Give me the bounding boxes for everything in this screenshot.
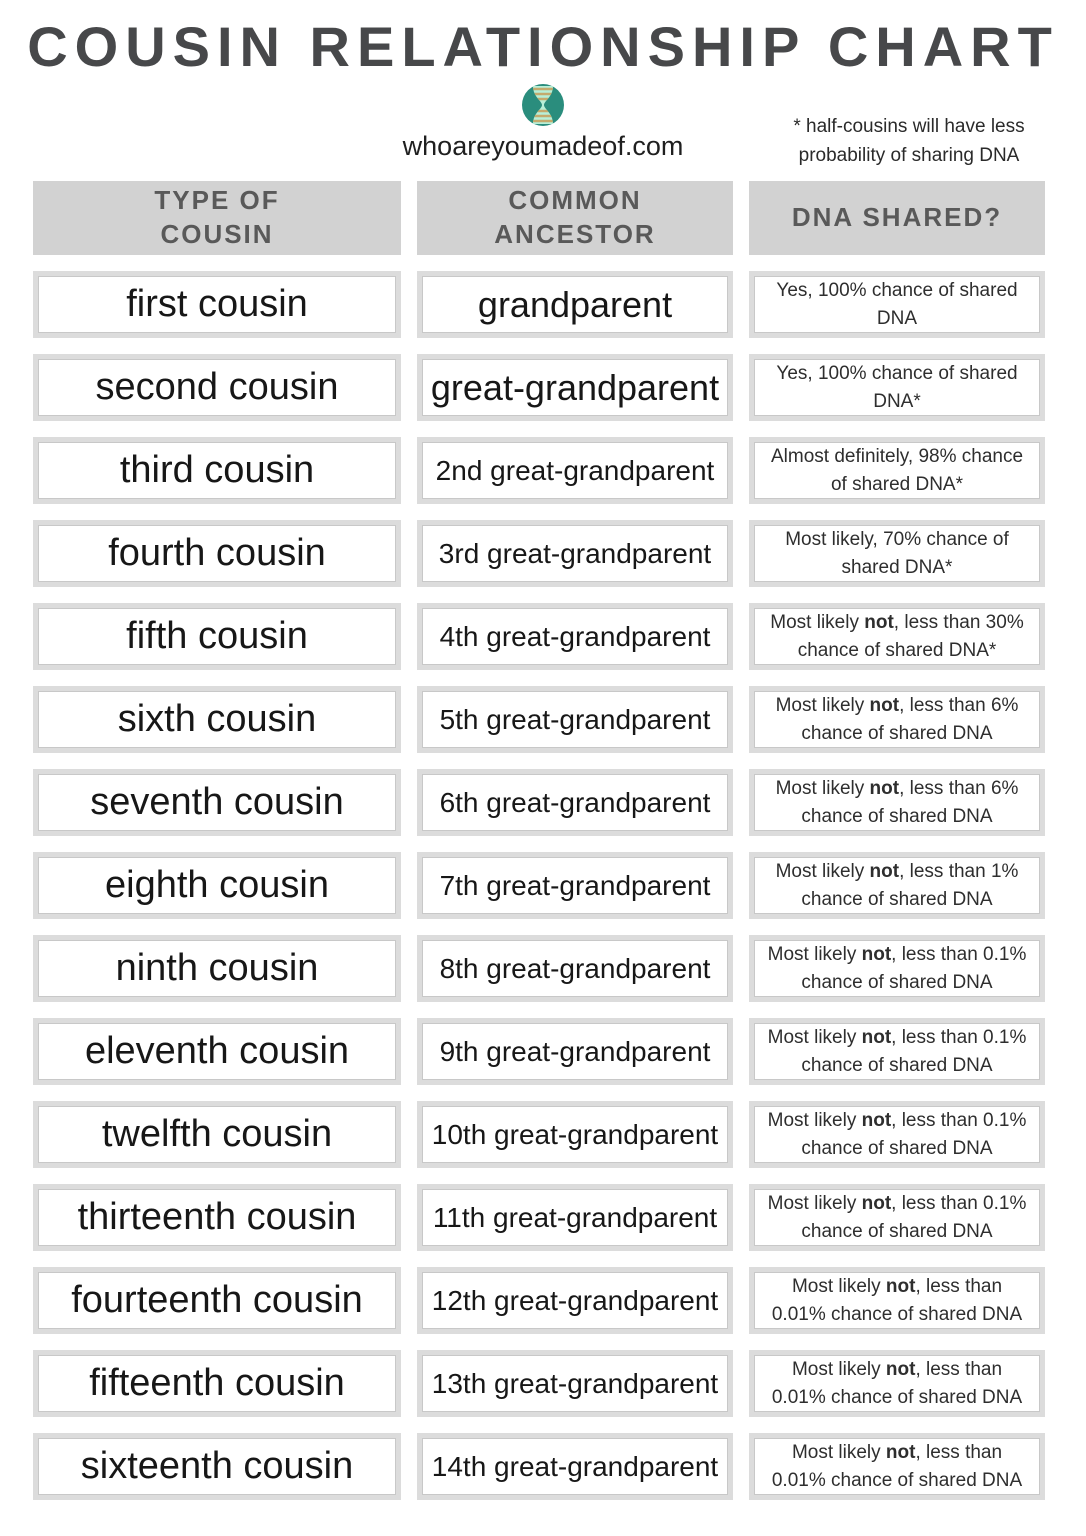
common-ancestor-label: 2nd great-grandparent xyxy=(435,454,715,486)
cousin-type-cell xyxy=(33,603,401,670)
footnote-line1: * half-cousins will have less xyxy=(793,116,1025,137)
common-ancestor-label: 10th great-grandparent xyxy=(431,1118,719,1150)
dna-shared-cell xyxy=(749,852,1045,919)
dna-shared-label: Most likely not, less than 0.1% chance of shared DNA xyxy=(767,1109,1027,1159)
page-title: COUSIN RELATIONSHIP CHART xyxy=(27,15,1059,78)
cousin-type-label: second cousin xyxy=(95,366,339,408)
cousin-type-label: seventh cousin xyxy=(90,781,344,823)
common-ancestor-cell xyxy=(417,935,733,1002)
dna-shared-cell xyxy=(749,935,1045,1002)
dna-shared-label: Most likely not, less than 0.1% chance of shared DNA xyxy=(767,1026,1027,1076)
dna-shared-label: Yes, 100% chance of shared DNA* xyxy=(776,362,1018,412)
dna-shared-cell xyxy=(749,1018,1045,1085)
dna-shared-label: Most likely not, less than 0.01% chance of shared DNA xyxy=(771,1275,1023,1325)
common-ancestor-cell xyxy=(417,1018,733,1085)
half-cousin-footnote xyxy=(753,113,1065,170)
common-ancestor-cell xyxy=(417,1433,733,1500)
cousin-type-cell xyxy=(33,437,401,504)
dna-shared-label: Most likely, 70% chance of shared DNA* xyxy=(785,528,1009,578)
common-ancestor-label: 13th great-grandparent xyxy=(431,1367,719,1399)
cousin-type-label: eighth cousin xyxy=(105,864,329,906)
dna-shared-cell xyxy=(749,769,1045,836)
common-ancestor-cell xyxy=(417,603,733,670)
common-ancestor-cell xyxy=(417,1101,733,1168)
common-ancestor-label: 12th great-grandparent xyxy=(431,1284,719,1316)
cousin-type-label: sixth cousin xyxy=(117,698,317,740)
common-ancestor-label: 11th great-grandparent xyxy=(432,1201,718,1233)
common-ancestor-label: 5th great-grandparent xyxy=(439,703,711,735)
column-header-dna-shared xyxy=(749,181,1045,255)
cousin-type-label: fourth cousin xyxy=(108,532,326,574)
cousin-type-label: fifteenth cousin xyxy=(89,1362,345,1404)
cousin-type-cell xyxy=(33,686,401,753)
cousin-type-cell xyxy=(33,1184,401,1251)
cousin-type-cell xyxy=(33,1433,401,1500)
dna-shared-cell xyxy=(749,1101,1045,1168)
common-ancestor-label: 14th great-grandparent xyxy=(431,1450,719,1482)
common-ancestor-label: 6th great-grandparent xyxy=(439,786,711,818)
dna-shared-cell xyxy=(749,603,1045,670)
dna-shared-label: Most likely not, less than 1% chance of shared DNA xyxy=(775,860,1019,910)
common-ancestor-cell xyxy=(417,1267,733,1334)
common-ancestor-cell xyxy=(417,686,733,753)
cousin-type-label: sixteenth cousin xyxy=(80,1445,354,1487)
cousin-type-label: eleventh cousin xyxy=(84,1030,350,1072)
dna-shared-label: Most likely not, less than 0.1% chance of shared DNA xyxy=(767,943,1027,993)
common-ancestor-label: 7th great-grandparent xyxy=(439,869,711,901)
column-header-label: DNA SHARED? xyxy=(791,202,1003,233)
cousin-type-label: thirteenth cousin xyxy=(77,1196,357,1238)
cousin-type-label: fifth cousin xyxy=(126,615,308,657)
common-ancestor-label: grandparent xyxy=(477,283,673,325)
dna-shared-label: Almost definitely, 98% chance of shared DNA* xyxy=(770,445,1024,495)
dna-shared-cell xyxy=(749,271,1045,338)
common-ancestor-label: 8th great-grandparent xyxy=(439,952,711,984)
column-header-label: COMMON ANCESTOR xyxy=(494,185,656,249)
common-ancestor-cell xyxy=(417,852,733,919)
column-header-common-ancestor xyxy=(417,181,733,255)
website-url: whoareyoumadeof.com xyxy=(402,131,684,161)
common-ancestor-label: 4th great-grandparent xyxy=(439,620,711,652)
cousin-type-cell xyxy=(33,852,401,919)
dna-shared-cell xyxy=(749,1267,1045,1334)
cousin-type-label: ninth cousin xyxy=(115,947,319,989)
cousin-type-cell xyxy=(33,1350,401,1417)
cousin-type-cell xyxy=(33,1101,401,1168)
dna-shared-label: Most likely not, less than 0.1% chance of shared DNA xyxy=(767,1192,1027,1242)
dna-shared-label: Most likely not, less than 30% chance of shared DNA* xyxy=(770,611,1024,661)
common-ancestor-cell xyxy=(417,769,733,836)
dna-shared-label: Most likely not, less than 6% chance of shared DNA xyxy=(775,694,1019,744)
cousin-type-label: fourteenth cousin xyxy=(71,1279,363,1321)
dna-shared-cell xyxy=(749,437,1045,504)
cousin-type-cell xyxy=(33,769,401,836)
dna-shared-cell xyxy=(749,1433,1045,1500)
cousin-relationship-table xyxy=(33,181,1045,1500)
common-ancestor-cell xyxy=(417,520,733,587)
dna-shared-cell xyxy=(749,1184,1045,1251)
dna-shared-label: Most likely not, less than 0.01% chance of shared DNA xyxy=(771,1441,1023,1491)
cousin-type-cell xyxy=(33,935,401,1002)
dna-shared-cell xyxy=(749,1350,1045,1417)
footnote-line2: probability of sharing DNA xyxy=(798,144,1020,166)
cousin-type-label: twelfth cousin xyxy=(101,1113,333,1155)
cousin-type-label: first cousin xyxy=(126,283,308,325)
dna-shared-label: Most likely not, less than 6% chance of shared DNA xyxy=(775,777,1019,827)
column-header-type-of-cousin xyxy=(33,181,401,255)
cousin-type-cell xyxy=(33,520,401,587)
cousin-type-label: third cousin xyxy=(119,449,315,491)
dna-shared-cell xyxy=(749,520,1045,587)
common-ancestor-cell xyxy=(417,354,733,421)
common-ancestor-cell xyxy=(417,1184,733,1251)
dna-shared-label: Yes, 100% chance of shared DNA xyxy=(776,279,1018,329)
dna-shared-cell xyxy=(749,354,1045,421)
dna-helix-icon xyxy=(521,83,565,127)
common-ancestor-label: great-grandparent xyxy=(430,366,720,408)
common-ancestor-label: 9th great-grandparent xyxy=(439,1035,711,1067)
common-ancestor-cell xyxy=(417,1350,733,1417)
common-ancestor-cell xyxy=(417,271,733,338)
column-header-label: TYPE OF COUSIN xyxy=(154,185,280,249)
dna-shared-label: Most likely not, less than 0.01% chance of shared DNA xyxy=(771,1358,1023,1408)
common-ancestor-cell xyxy=(417,437,733,504)
cousin-type-cell xyxy=(33,271,401,338)
common-ancestor-label: 3rd great-grandparent xyxy=(438,537,712,569)
dna-shared-cell xyxy=(749,686,1045,753)
cousin-type-cell xyxy=(33,1018,401,1085)
cousin-type-cell xyxy=(33,1267,401,1334)
cousin-type-cell xyxy=(33,354,401,421)
